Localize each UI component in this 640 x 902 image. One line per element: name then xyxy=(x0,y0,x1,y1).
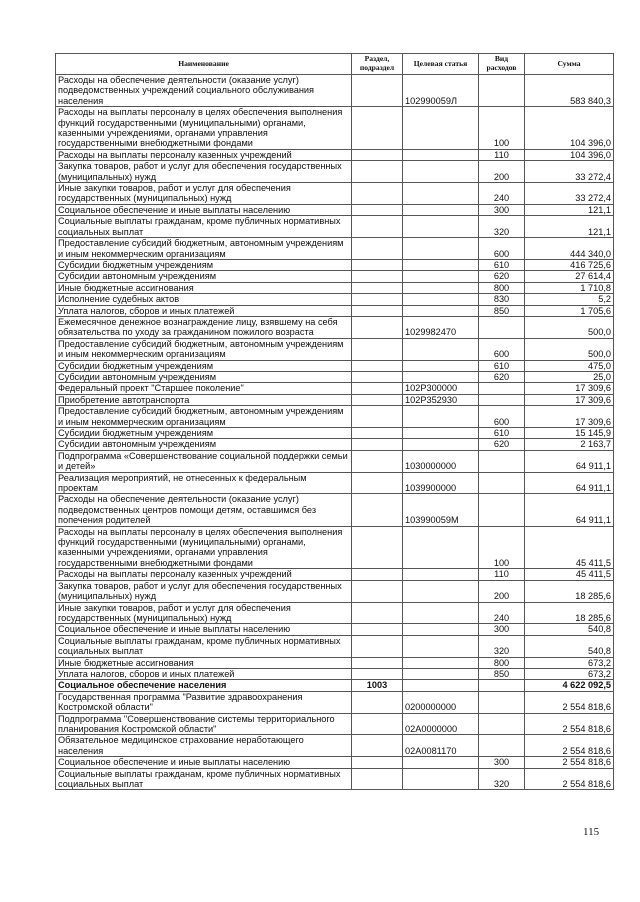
cell-target: 0200000000 xyxy=(403,691,479,713)
cell-section xyxy=(352,216,403,238)
cell-expense-type: 320 xyxy=(479,216,525,238)
cell-section xyxy=(352,75,403,107)
cell-sum: 18 285,6 xyxy=(525,580,614,602)
cell-sum: 500,0 xyxy=(525,316,614,338)
table-row xyxy=(56,394,614,405)
cell-target: 02A0000000 xyxy=(403,713,479,735)
cell-target xyxy=(403,338,479,360)
cell-expense-type xyxy=(479,735,525,757)
cell-name: Субсидии бюджетным учреждениям xyxy=(56,360,352,371)
table-row xyxy=(56,657,614,668)
cell-section xyxy=(352,635,403,657)
cell-expense-type: 800 xyxy=(479,282,525,293)
header-target: Целевая статья xyxy=(403,54,479,75)
table-row xyxy=(56,691,614,713)
table-row xyxy=(56,668,614,679)
cell-expense-type: 300 xyxy=(479,624,525,635)
cell-sum: 475,0 xyxy=(525,360,614,371)
cell-sum: 1 710,8 xyxy=(525,282,614,293)
cell-name: Расходы на обеспечение деятельности (оказание услуг) подведомственных учреждений социального обслуживания населения xyxy=(56,75,352,107)
cell-sum: 25,0 xyxy=(525,371,614,382)
cell-sum: 17 309,6 xyxy=(525,406,614,428)
cell-expense-type xyxy=(479,713,525,735)
cell-target: 102P300000 xyxy=(403,383,479,394)
cell-target xyxy=(403,360,479,371)
cell-section xyxy=(352,107,403,150)
table-row xyxy=(56,406,614,428)
cell-target: 1030000000 xyxy=(403,450,479,472)
cell-name: Подпрограмма «Совершенствование социальной поддержки семьи и детей» xyxy=(56,450,352,472)
budget-table xyxy=(55,53,614,790)
cell-target xyxy=(403,294,479,305)
table-row xyxy=(56,428,614,439)
table-row xyxy=(56,360,614,371)
cell-expense-type: 800 xyxy=(479,657,525,668)
cell-target xyxy=(403,406,479,428)
cell-target xyxy=(403,161,479,183)
cell-name: Закупка товаров, работ и услуг для обеспечения государственных (муниципальных) нужд xyxy=(56,580,352,602)
table-row xyxy=(56,439,614,450)
cell-section xyxy=(352,394,403,405)
cell-target xyxy=(403,526,479,569)
cell-expense-type xyxy=(479,680,525,691)
cell-section xyxy=(352,668,403,679)
cell-section xyxy=(352,691,403,713)
cell-sum: 17 309,6 xyxy=(525,383,614,394)
table-row xyxy=(56,757,614,768)
cell-name: Уплата налогов, сборов и иных платежей xyxy=(56,305,352,316)
cell-sum: 45 411,5 xyxy=(525,569,614,580)
cell-name: Субсидии бюджетным учреждениям xyxy=(56,428,352,439)
cell-section xyxy=(352,316,403,338)
cell-target xyxy=(403,238,479,260)
table-row xyxy=(56,316,614,338)
cell-target: 02A0081170 xyxy=(403,735,479,757)
cell-target: 103990059М xyxy=(403,494,479,526)
cell-name: Подпрограмма "Совершенствование системы территориального планирования Костромской области" xyxy=(56,713,352,735)
cell-expense-type xyxy=(479,383,525,394)
cell-section xyxy=(352,580,403,602)
cell-sum: 18 285,6 xyxy=(525,602,614,624)
cell-expense-type: 600 xyxy=(479,338,525,360)
cell-target xyxy=(403,680,479,691)
table-row xyxy=(56,338,614,360)
cell-expense-type: 200 xyxy=(479,580,525,602)
cell-expense-type xyxy=(479,472,525,494)
cell-section xyxy=(352,657,403,668)
table-row xyxy=(56,371,614,382)
cell-section xyxy=(352,183,403,205)
table-row xyxy=(56,161,614,183)
cell-name: Уплата налогов, сборов и иных платежей xyxy=(56,668,352,679)
table-row xyxy=(56,259,614,270)
cell-expense-type: 600 xyxy=(479,238,525,260)
cell-name: Приобретение автотранспорта xyxy=(56,394,352,405)
cell-name: Расходы на выплаты персоналу в целях обеспечения выполнения функций государственными (муниципальными) органами, казенными учреждениями, органами управления государственными внебюджетными фондами xyxy=(56,526,352,569)
cell-expense-type: 320 xyxy=(479,768,525,790)
cell-sum: 104 396,0 xyxy=(525,107,614,150)
cell-section xyxy=(352,383,403,394)
table-row xyxy=(56,271,614,282)
cell-expense-type: 300 xyxy=(479,204,525,215)
cell-sum: 500,0 xyxy=(525,338,614,360)
cell-name: Социальные выплаты гражданам, кроме публичных нормативных социальных выплат xyxy=(56,216,352,238)
cell-section xyxy=(352,406,403,428)
cell-target xyxy=(403,757,479,768)
cell-sum: 64 911,1 xyxy=(525,494,614,526)
table-row xyxy=(56,450,614,472)
cell-sum: 33 272,4 xyxy=(525,183,614,205)
cell-sum: 45 411,5 xyxy=(525,526,614,569)
cell-name: Социальное обеспечение населения xyxy=(56,680,352,691)
cell-sum: 15 145,9 xyxy=(525,428,614,439)
cell-target: 102P352930 xyxy=(403,394,479,405)
cell-target: 102990059Л xyxy=(403,75,479,107)
cell-target xyxy=(403,657,479,668)
cell-expense-type: 200 xyxy=(479,161,525,183)
cell-expense-type: 620 xyxy=(479,371,525,382)
table-row xyxy=(56,149,614,160)
cell-expense-type: 600 xyxy=(479,406,525,428)
cell-expense-type: 240 xyxy=(479,602,525,624)
cell-expense-type: 830 xyxy=(479,294,525,305)
cell-sum: 104 396,0 xyxy=(525,149,614,160)
cell-section xyxy=(352,472,403,494)
table-row xyxy=(56,216,614,238)
cell-sum: 2 163,7 xyxy=(525,439,614,450)
cell-sum: 673,2 xyxy=(525,657,614,668)
cell-target xyxy=(403,259,479,270)
cell-name: Социальные выплаты гражданам, кроме публичных нормативных социальных выплат xyxy=(56,768,352,790)
table-row xyxy=(56,305,614,316)
table-row xyxy=(56,183,614,205)
cell-name: Социальное обеспечение и иные выплаты населению xyxy=(56,757,352,768)
cell-section xyxy=(352,735,403,757)
cell-name: Субсидии автономным учреждениям xyxy=(56,371,352,382)
cell-section xyxy=(352,259,403,270)
cell-expense-type xyxy=(479,316,525,338)
cell-name: Субсидии автономным учреждениям xyxy=(56,271,352,282)
cell-section xyxy=(352,161,403,183)
cell-target xyxy=(403,371,479,382)
cell-expense-type: 240 xyxy=(479,183,525,205)
cell-name: Расходы на выплаты персоналу казенных учреждений xyxy=(56,149,352,160)
cell-name: Иные бюджетные ассигнования xyxy=(56,657,352,668)
table-body xyxy=(56,75,614,790)
cell-target xyxy=(403,282,479,293)
cell-name: Предоставление субсидий бюджетным, автономным учреждениям и иным некоммерческим организациям xyxy=(56,238,352,260)
cell-target xyxy=(403,428,479,439)
cell-sum: 444 340,0 xyxy=(525,238,614,260)
cell-target xyxy=(403,305,479,316)
table-row xyxy=(56,569,614,580)
cell-target xyxy=(403,439,479,450)
cell-section xyxy=(352,713,403,735)
cell-sum: 17 309,6 xyxy=(525,394,614,405)
cell-name: Расходы на выплаты персоналу в целях обеспечения выполнения функций государственными (муниципальными) органами, казенными учреждениями, органами управления государственными внебюджетными фондами xyxy=(56,107,352,150)
cell-expense-type xyxy=(479,494,525,526)
cell-target xyxy=(403,768,479,790)
cell-name: Реализация мероприятий, не отнесенных к федеральным проектам xyxy=(56,472,352,494)
cell-section xyxy=(352,305,403,316)
cell-sum: 33 272,4 xyxy=(525,161,614,183)
cell-sum: 540,8 xyxy=(525,624,614,635)
cell-expense-type xyxy=(479,691,525,713)
cell-name: Обязательное медицинское страхование неработающего населения xyxy=(56,735,352,757)
cell-name: Иные бюджетные ассигнования xyxy=(56,282,352,293)
table-row xyxy=(56,107,614,150)
cell-section xyxy=(352,238,403,260)
cell-section xyxy=(352,149,403,160)
cell-section xyxy=(352,526,403,569)
header-section: Раздел, подраздел xyxy=(352,54,403,75)
cell-section xyxy=(352,757,403,768)
cell-name: Социальные выплаты гражданам, кроме публичных нормативных социальных выплат xyxy=(56,635,352,657)
table-row xyxy=(56,680,614,691)
cell-name: Расходы на выплаты персоналу казенных учреждений xyxy=(56,569,352,580)
cell-sum: 583 840,3 xyxy=(525,75,614,107)
header-name: Наименование xyxy=(56,54,352,75)
cell-sum: 121,1 xyxy=(525,216,614,238)
table-row xyxy=(56,494,614,526)
cell-name: Предоставление субсидий бюджетным, автономным учреждениям и иным некоммерческим организациям xyxy=(56,338,352,360)
cell-expense-type: 620 xyxy=(479,271,525,282)
cell-section xyxy=(352,450,403,472)
cell-target: 1039900000 xyxy=(403,472,479,494)
cell-name: Федеральный проект "Старшее поколение" xyxy=(56,383,352,394)
cell-expense-type: 110 xyxy=(479,569,525,580)
cell-name: Иные закупки товаров, работ и услуг для обеспечения государственных (муниципальных) нужд xyxy=(56,183,352,205)
page-number: 115 xyxy=(583,826,600,838)
cell-section xyxy=(352,282,403,293)
cell-name: Субсидии автономным учреждениям xyxy=(56,439,352,450)
cell-section xyxy=(352,602,403,624)
cell-sum: 2 554 818,6 xyxy=(525,768,614,790)
cell-expense-type: 620 xyxy=(479,439,525,450)
cell-target xyxy=(403,624,479,635)
cell-sum: 2 554 818,6 xyxy=(525,691,614,713)
cell-section xyxy=(352,271,403,282)
table-row xyxy=(56,282,614,293)
cell-sum: 540,8 xyxy=(525,635,614,657)
cell-expense-type: 110 xyxy=(479,149,525,160)
cell-target xyxy=(403,149,479,160)
cell-section xyxy=(352,494,403,526)
table-row xyxy=(56,294,614,305)
cell-expense-type: 100 xyxy=(479,526,525,569)
table-row xyxy=(56,472,614,494)
cell-sum: 4 622 092,5 xyxy=(525,680,614,691)
cell-name: Расходы на обеспечение деятельности (оказание услуг) подведомственных центров помощи детям, оставшимся без попечения родителей xyxy=(56,494,352,526)
cell-name: Предоставление субсидий бюджетным, автономным учреждениям и иным некоммерческим организациям xyxy=(56,406,352,428)
cell-name: Закупка товаров, работ и услуг для обеспечения государственных (муниципальных) нужд xyxy=(56,161,352,183)
cell-name: Исполнение судебных актов xyxy=(56,294,352,305)
cell-expense-type xyxy=(479,450,525,472)
cell-sum: 64 911,1 xyxy=(525,472,614,494)
cell-target xyxy=(403,271,479,282)
cell-target xyxy=(403,668,479,679)
cell-section xyxy=(352,439,403,450)
cell-sum: 27 614,4 xyxy=(525,271,614,282)
table-row xyxy=(56,238,614,260)
cell-expense-type: 610 xyxy=(479,259,525,270)
header-expense-type: Вид расходов xyxy=(479,54,525,75)
table-row xyxy=(56,580,614,602)
cell-target: 1029982470 xyxy=(403,316,479,338)
cell-target xyxy=(403,635,479,657)
table-row xyxy=(56,735,614,757)
cell-name: Государственная программа "Развитие здравоохранения Костромской области" xyxy=(56,691,352,713)
cell-sum: 1 705,6 xyxy=(525,305,614,316)
cell-expense-type: 610 xyxy=(479,428,525,439)
cell-section xyxy=(352,360,403,371)
header-sum: Сумма xyxy=(525,54,614,75)
cell-expense-type: 850 xyxy=(479,668,525,679)
cell-sum: 416 725,6 xyxy=(525,259,614,270)
cell-expense-type xyxy=(479,75,525,107)
cell-target xyxy=(403,569,479,580)
table-row xyxy=(56,713,614,735)
cell-section xyxy=(352,428,403,439)
table-header-row xyxy=(56,54,614,75)
cell-sum: 2 554 818,6 xyxy=(525,757,614,768)
cell-section xyxy=(352,204,403,215)
cell-name: Социальное обеспечение и иные выплаты населению xyxy=(56,204,352,215)
table-row xyxy=(56,602,614,624)
cell-sum: 2 554 818,6 xyxy=(525,713,614,735)
cell-target xyxy=(403,204,479,215)
table-row xyxy=(56,526,614,569)
table-row xyxy=(56,768,614,790)
cell-name: Иные закупки товаров, работ и услуг для обеспечения государственных (муниципальных) нужд xyxy=(56,602,352,624)
cell-target xyxy=(403,216,479,238)
cell-target xyxy=(403,580,479,602)
cell-sum: 673,2 xyxy=(525,668,614,679)
cell-section xyxy=(352,338,403,360)
cell-target xyxy=(403,602,479,624)
cell-sum: 121,1 xyxy=(525,204,614,215)
cell-section xyxy=(352,768,403,790)
cell-expense-type: 320 xyxy=(479,635,525,657)
cell-target xyxy=(403,107,479,150)
cell-section xyxy=(352,569,403,580)
table-row xyxy=(56,624,614,635)
cell-section: 1003 xyxy=(352,680,403,691)
cell-sum: 5,2 xyxy=(525,294,614,305)
cell-expense-type: 100 xyxy=(479,107,525,150)
cell-expense-type: 610 xyxy=(479,360,525,371)
cell-name: Ежемесячное денежное вознаграждение лицу, взявшему на себя обязательства по уходу за гражданином пожилого возраста xyxy=(56,316,352,338)
cell-expense-type: 850 xyxy=(479,305,525,316)
cell-name: Субсидии бюджетным учреждениям xyxy=(56,259,352,270)
cell-name: Социальное обеспечение и иные выплаты населению xyxy=(56,624,352,635)
cell-section xyxy=(352,624,403,635)
cell-expense-type: 300 xyxy=(479,757,525,768)
cell-section xyxy=(352,371,403,382)
table-row xyxy=(56,635,614,657)
cell-expense-type xyxy=(479,394,525,405)
table-row xyxy=(56,383,614,394)
table-row xyxy=(56,204,614,215)
table-row xyxy=(56,75,614,107)
cell-sum: 64 911,1 xyxy=(525,450,614,472)
cell-section xyxy=(352,294,403,305)
cell-target xyxy=(403,183,479,205)
cell-sum: 2 554 818,6 xyxy=(525,735,614,757)
